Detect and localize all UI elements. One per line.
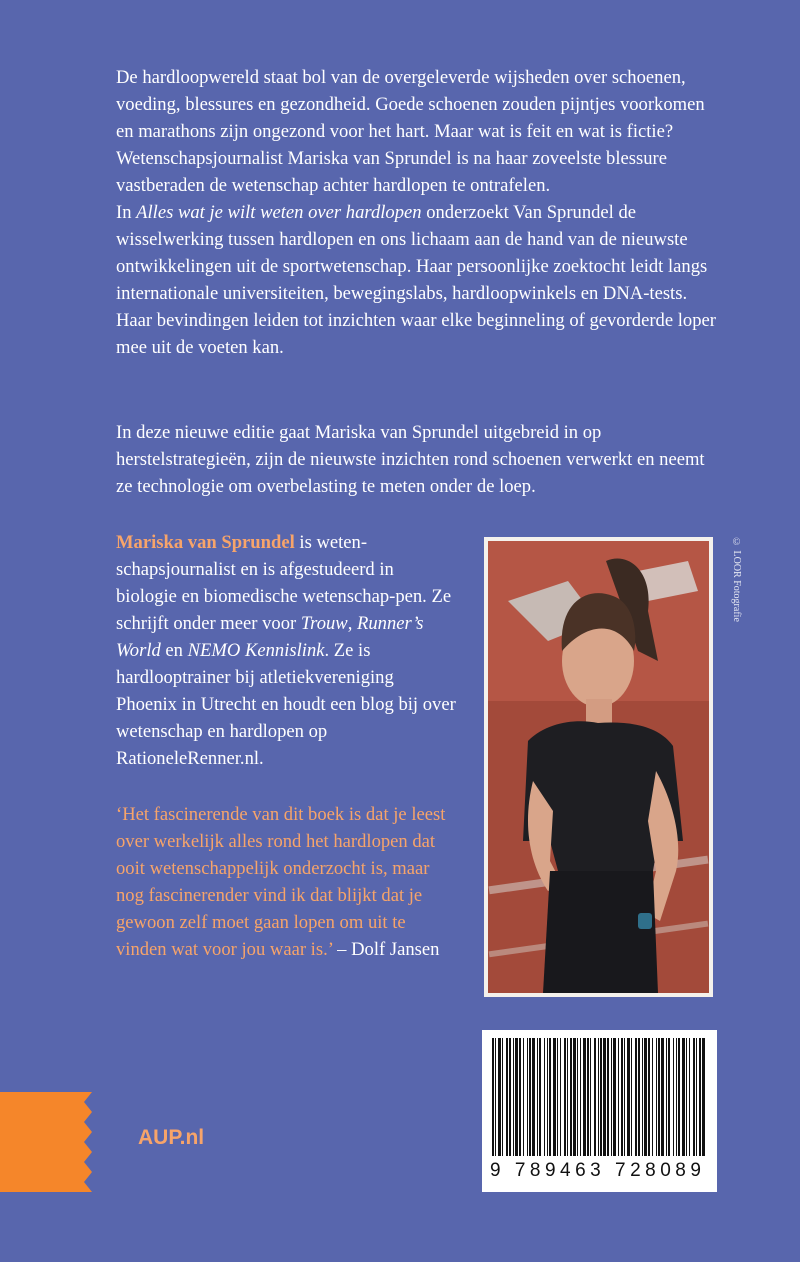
barcode-bar xyxy=(495,1038,496,1156)
barcode-bar xyxy=(693,1038,695,1156)
author-name: Mariska van Sprundel xyxy=(116,532,295,553)
barcode-bar xyxy=(696,1038,697,1156)
barcode-bar xyxy=(607,1038,609,1156)
barcode-bar xyxy=(529,1038,531,1156)
quote-text: ‘Het fascinerende van dit boek is dat je leest over werkelijk alles rond het hardlopen dat ooit wetenschappelijk onderzocht is, maar nog fascinerender vind ik dat blijkt dat je gewoon zelf moet gaan lopen om uit te vinden wat voor jou waar is.’ xyxy=(116,804,446,960)
barcode-bar xyxy=(549,1038,551,1156)
barcode-bar xyxy=(644,1038,647,1156)
isbn-number: 9 789463 728089 xyxy=(490,1160,706,1181)
barcode-bar xyxy=(656,1038,657,1156)
barcode-bar xyxy=(580,1038,581,1156)
publisher-tab-shape xyxy=(0,1092,92,1192)
publication-runners-world: Runner’s World xyxy=(116,613,424,661)
barcode-bar xyxy=(560,1038,561,1156)
barcode-bar xyxy=(686,1038,687,1156)
barcode-bar xyxy=(567,1038,568,1156)
barcode-bar xyxy=(603,1038,606,1156)
barcode-bar xyxy=(506,1038,508,1156)
review-quote xyxy=(116,801,456,963)
barcode-bar xyxy=(699,1038,701,1156)
blurb-paragraph-1: De hardloopwereld staat bol van de overgeleverde wijsheden over schoenen, voeding, blessures en gezondheid. Goede schoenen zouden pijntjes voorkomen en marathons zijn ongezond voor het hart. Maar wat is feit en wat is fictie? xyxy=(116,67,705,142)
barcode-bar xyxy=(682,1038,685,1156)
barcode-bar xyxy=(515,1038,518,1156)
blurb-intro xyxy=(116,64,716,361)
isbn-barcode xyxy=(482,1030,717,1192)
barcode-bar xyxy=(618,1038,619,1156)
barcode-bar xyxy=(564,1038,566,1156)
barcode-bar xyxy=(570,1038,572,1156)
barcode-bar xyxy=(523,1038,524,1156)
barcode-bar xyxy=(661,1038,664,1156)
barcode-bar xyxy=(676,1038,677,1156)
author-photo-illustration xyxy=(488,541,709,993)
barcode-bar xyxy=(583,1038,586,1156)
edition-paragraph: In deze nieuwe editie gaat Mariska van Sprundel uitgebreid in op herstelstrategieën, zijn de nieuwste inzichten rond schoenen verwerkt en neemt ze technologie om overbelasting te meten onder de loep. xyxy=(116,422,705,497)
barcode-bar xyxy=(611,1038,612,1156)
barcode-bar xyxy=(539,1038,541,1156)
barcode-bar xyxy=(547,1038,548,1156)
barcode-bar xyxy=(537,1038,538,1156)
barcode-bar xyxy=(642,1038,643,1156)
blurb-paragraph-3 xyxy=(116,199,716,361)
barcode-bar xyxy=(702,1038,705,1156)
barcode-bar xyxy=(527,1038,528,1156)
barcode-bar xyxy=(668,1038,670,1156)
publisher-website: AUP.nl xyxy=(138,1126,205,1149)
bio-text-2: , xyxy=(347,613,357,634)
barcode-bar xyxy=(598,1038,599,1156)
barcode-bar xyxy=(509,1038,511,1156)
author-bio xyxy=(116,529,456,772)
barcode-bar xyxy=(600,1038,602,1156)
barcode-bar xyxy=(553,1038,556,1156)
publication-nemo: NEMO Kennislink xyxy=(187,640,325,661)
blurb-paragraph-2: Wetenschapsjournalist Mariska van Sprundel is na haar zoveelste blessure vastberaden de wetenschap achter hardlopen te ontrafelen. xyxy=(116,148,667,196)
barcode-bar xyxy=(513,1038,514,1156)
barcode-bar xyxy=(627,1038,630,1156)
photo-credit: © LOOR Fotografie xyxy=(731,537,742,622)
bio-text-3: en xyxy=(160,640,188,661)
barcode-bar xyxy=(502,1038,503,1156)
barcode-bar xyxy=(631,1038,632,1156)
barcode-bar xyxy=(638,1038,640,1156)
bio-text-1: is weten-schapsjournalist en is afgestudeerd in biologie en biomedische wetenschap-pen. Ze schrijft onder meer voor xyxy=(116,532,452,634)
barcode-bar xyxy=(613,1038,616,1156)
barcode-bar xyxy=(519,1038,521,1156)
barcode-bar xyxy=(557,1038,558,1156)
barcode-bar xyxy=(594,1038,596,1156)
barcode-bar xyxy=(492,1038,494,1156)
blurb-p3-lead: In xyxy=(116,202,137,223)
barcode-bar xyxy=(666,1038,667,1156)
barcode-bar xyxy=(648,1038,650,1156)
barcode-bar xyxy=(689,1038,690,1156)
barcode-bar xyxy=(587,1038,589,1156)
author-photo xyxy=(484,537,713,997)
barcode-bar xyxy=(577,1038,578,1156)
barcode-bar xyxy=(652,1038,653,1156)
barcode-bar xyxy=(624,1038,625,1156)
publication-trouw: Trouw xyxy=(300,613,348,634)
barcode-bars xyxy=(490,1038,709,1156)
bio-text-4: . Ze is hardlooptrainer bij atletiekvereniging Phoenix in Utrecht en houdt een blog bij over wetenschap en hardlopen op RationeleRenner.nl. xyxy=(116,640,456,769)
quote-author: – Dolf Jansen xyxy=(332,939,440,960)
barcode-bar xyxy=(635,1038,637,1156)
barcode-bar xyxy=(590,1038,591,1156)
barcode-bar xyxy=(678,1038,680,1156)
barcode-bar xyxy=(621,1038,623,1156)
barcode-bar xyxy=(573,1038,576,1156)
barcode-bar xyxy=(544,1038,545,1156)
barcode-bar xyxy=(498,1038,501,1156)
barcode-bar xyxy=(673,1038,674,1156)
book-title: Alles wat je wilt weten over hardlopen xyxy=(136,202,422,223)
barcode-bar xyxy=(532,1038,535,1156)
blurb-p3-body: onderzoekt Van Sprundel de wisselwerking tussen hardlopen en ons lichaam aan de hand van de nieuwste ontwikkelingen uit de sportwetenschap. Haar persoonlijke zoektocht leidt langs internationale universiteiten, bewegingslabs, hardloopwinkels en DNA-tests. Haar bevindingen leiden tot inzichten waar elke beginneling of gevorderde loper mee uit de voeten kan. xyxy=(116,202,716,358)
barcode-bar xyxy=(658,1038,660,1156)
